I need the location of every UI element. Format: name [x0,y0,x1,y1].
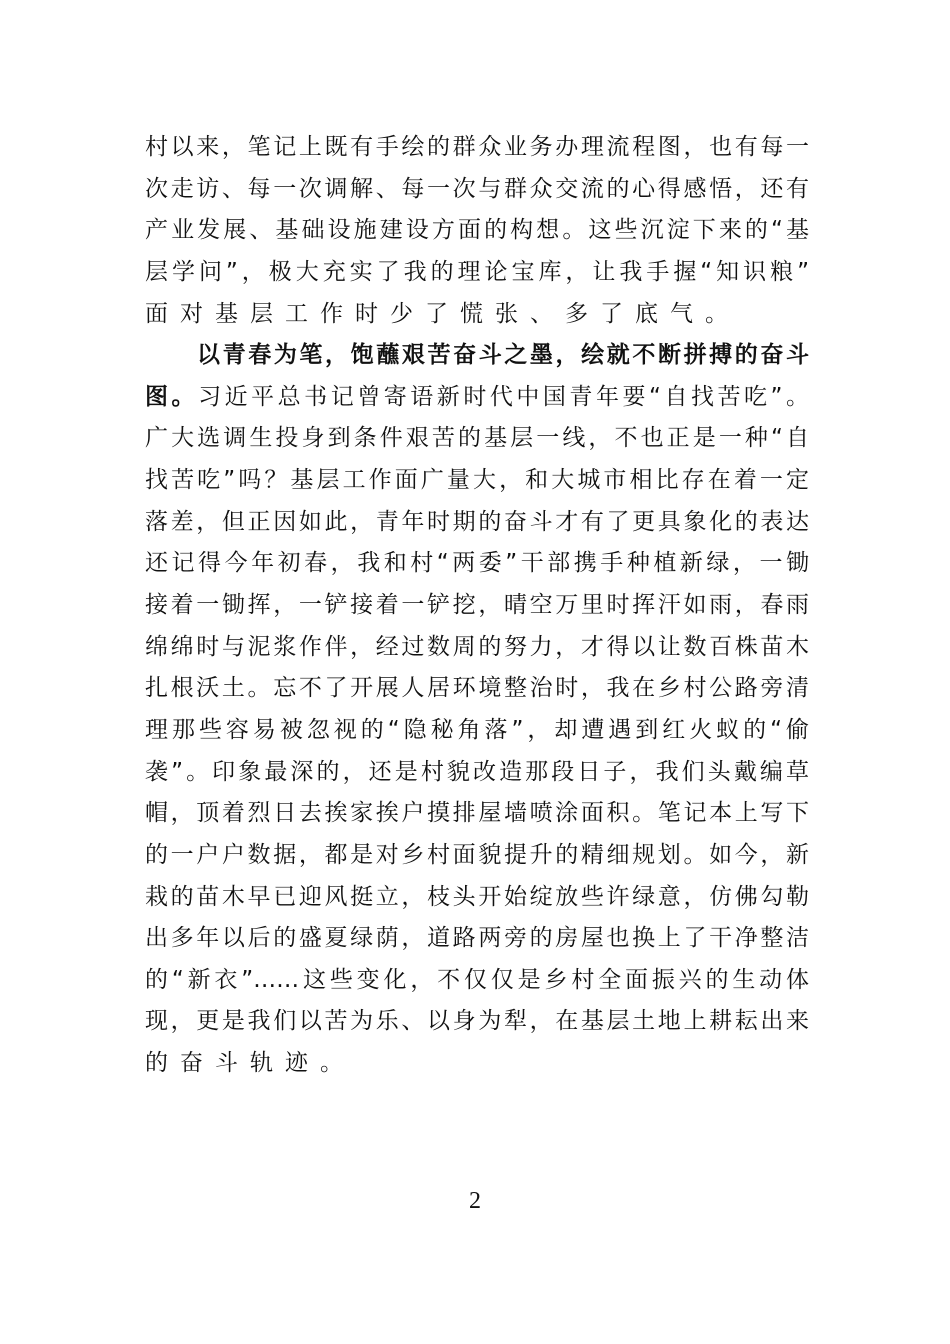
text-line: 找苦吃”吗？基层工作面广量大，和大城市相比存在着一定 [145,467,809,494]
paragraph-2 [145,335,809,1085]
text-line: 接着一锄挥，一铲接着一铲挖，晴空万里时挥汗如雨，春雨 [145,592,809,619]
text-line: 的一户户数据，都是对乡村面貌提升的精细规划。如今，新 [145,841,809,868]
page-number: 2 [469,1188,481,1214]
text-line: 层学问”，极大充实了我的理论宝库，让我手握“知识粮” [145,258,809,285]
text-line: 次走访、每一次调解、每一次与群众交流的心得感悟，还有 [145,175,809,202]
text-line: 还记得今年初春，我和村“两委”干部携手种植新绿，一锄 [145,550,809,577]
paragraph-heading: 以青春为笔，饱蘸艰苦奋斗之墨，绘就不断拼搏的奋斗 [197,342,809,369]
text-line: 落差，但正因如此，青年时期的奋斗才有了更具象化的表达 [145,508,809,535]
text-line: 理那些容易被忽视的“隐秘角落”，却遭遇到红火蚁的“偷 [145,716,809,743]
text-line: 栽的苗木早已迎风挺立，枝头开始绽放些许绿意，仿佛勾勒 [145,883,809,910]
text-line: 现，更是我们以苦为乐、以身为犁，在基层土地上耕耘出来 [145,1008,809,1035]
text-line: 出多年以后的盛夏绿荫，道路两旁的房屋也换上了干净整洁 [145,925,809,952]
text-line: 产业发展、基础设施建设方面的构想。这些沉淀下来的“基 [145,217,809,244]
text-line: 绵绵时与泥浆作伴，经过数周的努力，才得以让数百株苗木 [145,633,809,660]
text-line: 的“新衣”……这些变化，不仅仅是乡村全面振兴的生动体 [145,966,809,993]
text-line: 扎根沃土。忘不了开展人居环境整治时，我在乡村公路旁清 [145,675,809,702]
text-line: 村以来，笔记上既有手绘的群众业务办理流程图，也有每一 [145,134,809,160]
paragraph-1 [145,127,809,335]
text-line [145,377,809,419]
text-line: 帽，顶着烈日去挨家挨户摸排屋墙喷涂面积。笔记本上写下 [145,800,809,827]
text-line: 广大选调生投身到条件艰苦的基层一线，不也正是一种“自 [145,425,809,452]
text-line: 袭”。印象最深的，还是村貌改造那段日子，我们头戴编草 [145,758,809,785]
paragraph-heading-tail: 图。 [145,383,199,410]
text-line: 的奋斗轨迹。 [145,1050,355,1077]
text-span: 习近平总书记曾寄语新时代中国青年要“自找苦吃”。 [198,383,809,410]
text-line: 面对基层工作时少了慌张、多了底气。 [145,300,740,327]
document-body [145,127,809,1085]
